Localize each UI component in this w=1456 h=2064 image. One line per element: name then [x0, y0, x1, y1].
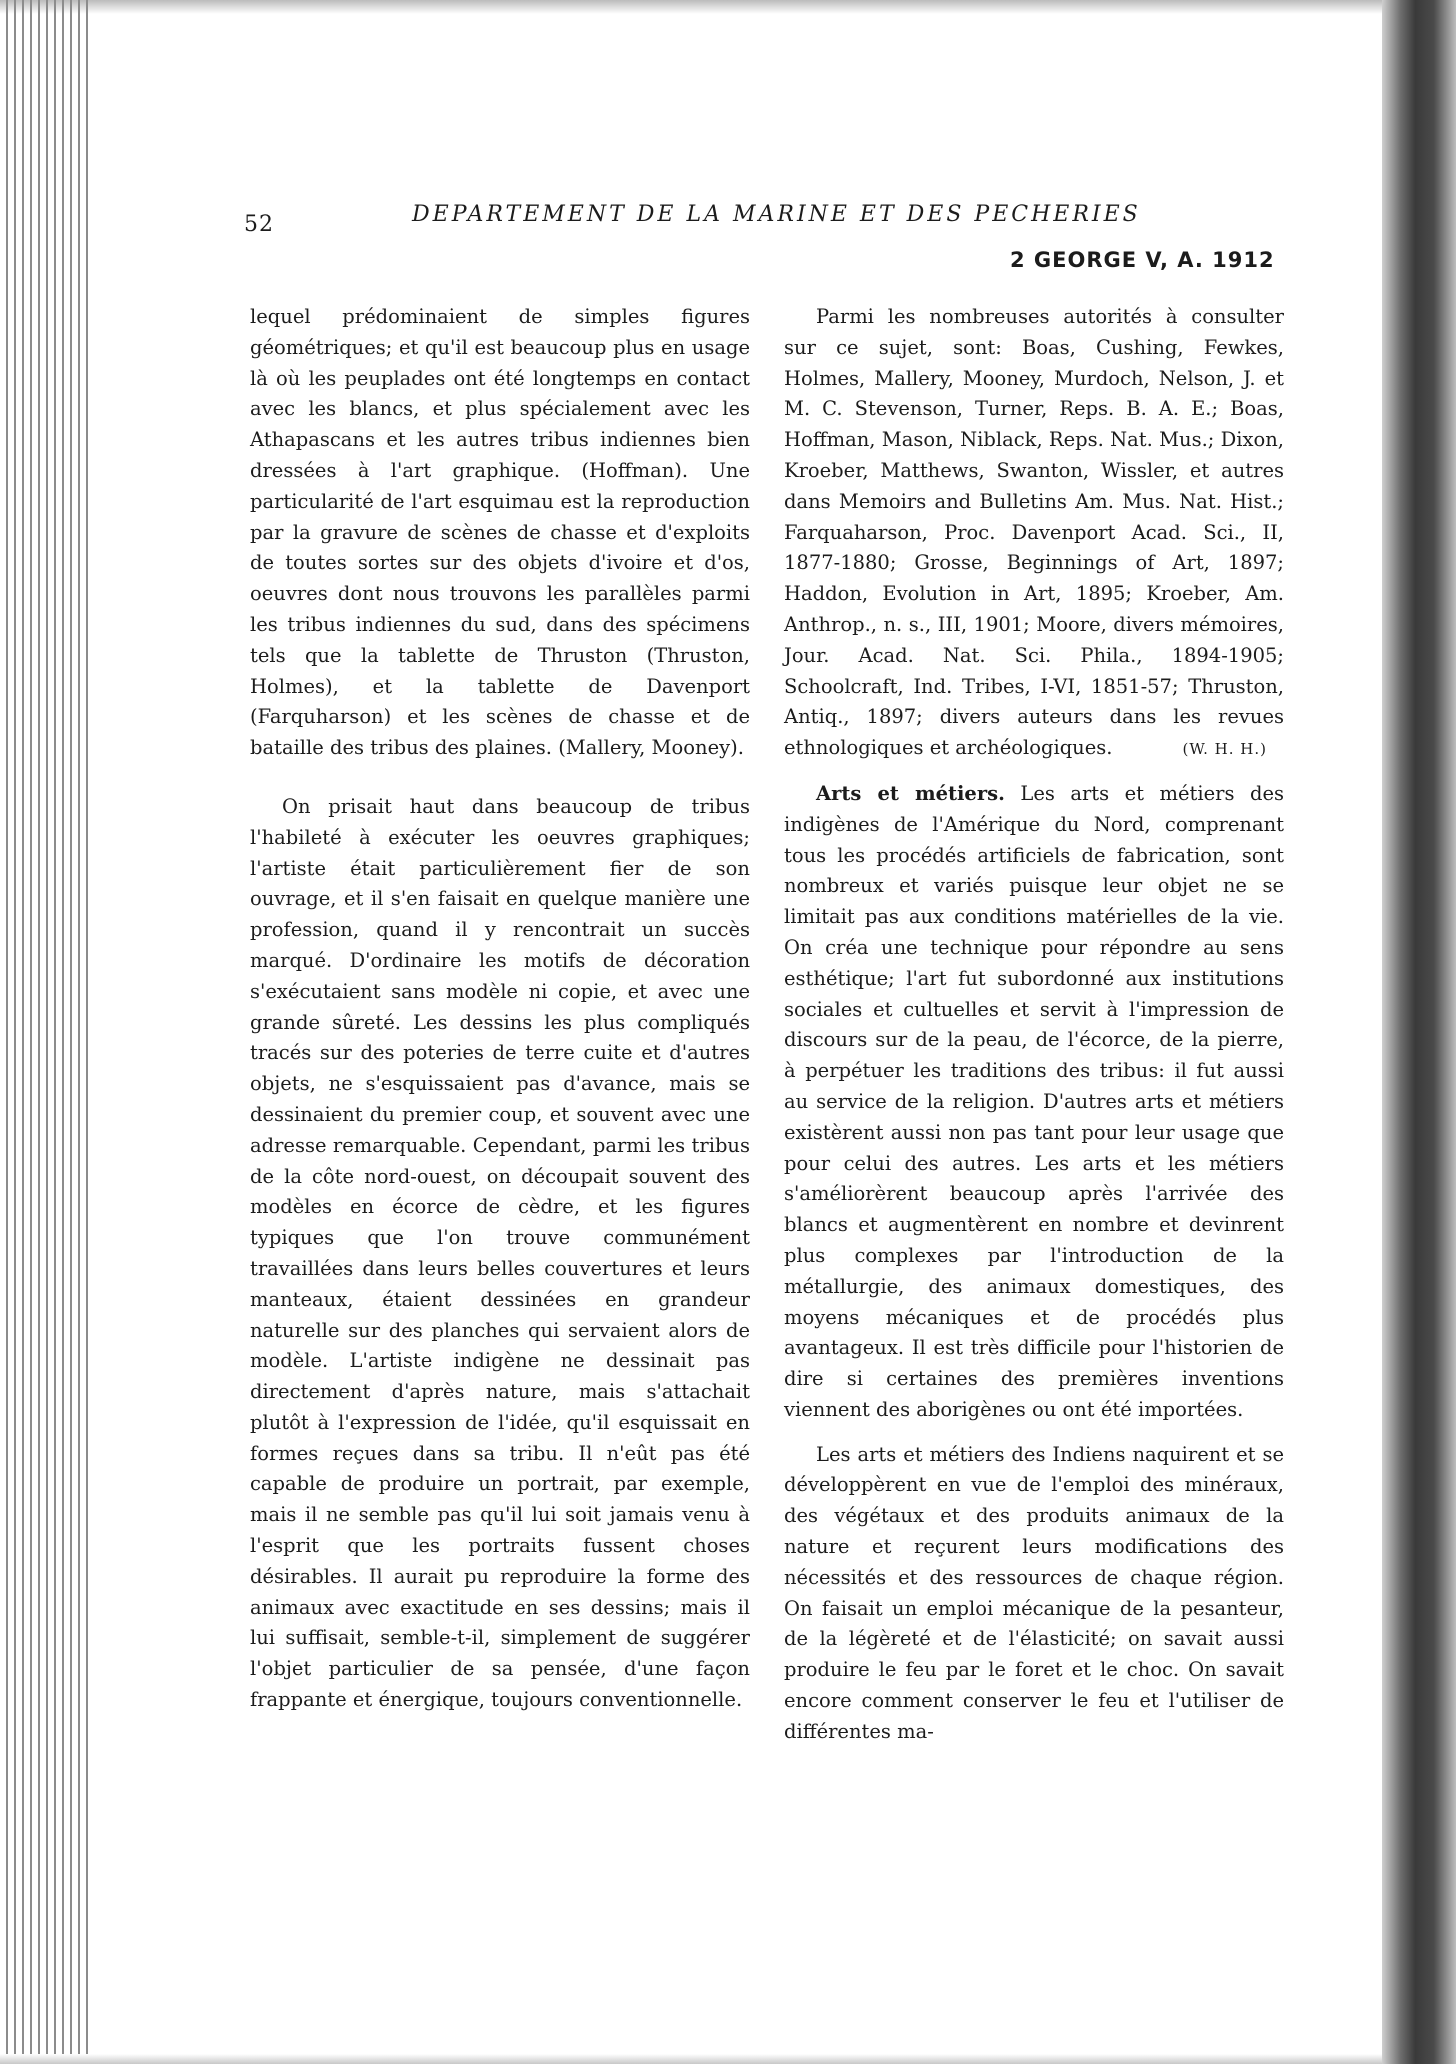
page-stack-bottom-edge [0, 2054, 1456, 2064]
right-paragraph-3: Les arts et métiers des Indiens naquirent et se développèrent en vue de l'emploi des minéraux, des végétaux et des produits animaux de la nature et reçurent leurs modifications des nécessités et des ressources de chaque région. On faisait un emploi mécanique de la pesanteur, de la légèreté et de l'élasticité; on savait aussi produire le feu par le foret et le choc. On savait encore comment conserver le feu et l'utiliser de différentes ma- [784, 1442, 1284, 1743]
page-stack-edge [70, 0, 72, 2064]
right-column [784, 302, 1284, 1748]
binding-gutter-shadow [1382, 0, 1456, 2064]
bibliography-text: Parmi les nombreuses autorités à consulter sur ce sujet, sont: Boas, Cushing, Fewkes, Holmes, Mallery, Mooney, Murdoch, Nelson, J. et M. C. Stevenson, Turner, Reps. B. A. E.; Boas, Hoffman, Mason, Niblack, Reps. Nat. Mus.; Dixon, Kroeber, Matthews, Swanton, Wissler, et autres dans Memoirs and Bulletins Am. Mus. Nat. Hist.; Farquaharson, Proc. Davenport Acad. Sci., II, 1877-1880; Grosse, Beginnings of Art, 1897; Haddon, Evolution in Art, 1895; Kroeber, Am. Anthrop., n. s., III, 1901; Moore, divers mémoires, Jour. Acad. Nat. Sci. Phila., 1894-1905; Schoolcraft, Ind. Tribes, I-VI, 1851-57; Thruston, Antiq., 1897; divers auteurs dans les revues ethnologiques et archéologiques. [784, 305, 1284, 760]
page-stack-edge [46, 0, 48, 2064]
left-paragraph-1: lequel prédominaient de simples figures géométriques; et qu'il est beaucoup plus en usage là où les peuplades ont été longtemps en contact avec les blancs, et plus spécialement avec les Athapascans et les autres tribus indiennes bien dressées à l'art graphique. (Hoffman). Une particularité de l'art esquimau est la reproduction par la gravure de scènes de chasse et d'exploits de toutes sortes sur des objets d'ivoire et d'os, oeuvres dont nous trouvons les parallèles parmi les tribus indiennes du sud, dans des spécimens tels que la tablette de Thruston (Thruston, Holmes), et la tablette de Davenport (Farquharson) et les scènes de chasse et de bataille des tribus des plaines. (Mallery, Mooney). [250, 305, 750, 760]
page-stack-edge [38, 0, 40, 2064]
page-stack-edge [6, 0, 8, 2064]
page-stack-edge [62, 0, 64, 2064]
page-stack-edge [14, 0, 16, 2064]
page-stack-edge [78, 0, 80, 2064]
author-signature: (W. H. H.) [1182, 740, 1267, 759]
section-heading: Arts et métiers. [816, 781, 1005, 805]
left-column [250, 302, 750, 1716]
right-paragraph-1 [784, 302, 1284, 765]
running-title: DEPARTEMENT DE LA MARINE ET DES PECHERIES [412, 202, 1141, 227]
left-paragraph-2: On prisait haut dans beaucoup de tribus l'habileté à exécuter les oeuvres graphiques; l'artiste était particulièrement fier de son ouvrage, et il s'en faisait en quelque manière une profession, quand il y rencontrait un succès marqué. D'ordinaire les motifs de décoration s'exécutaient sans modèle ni copie, et avec une grande sûreté. Les dessins les plus compliqués tracés sur des poteries de terre cuite et d'autres objets, ne s'esquissaient pas d'avance, mais se dessinaient du premier coup, et souvent avec une adresse remarquable. Cependant, parmi les tribus de la côte nord-ouest, on découpait souvent des modèles en écorce de cèdre, et les figures typiques que l'on trouve communément travaillées dans leurs belles couvertures et leurs manteaux, étaient dessinées en grandeur naturelle sur des planches qui servaient alors de modèle. L'artiste indigène ne dessinait pas directement d'après nature, mais s'attachait plutôt à l'expression de l'idée, qu'il esquissait en formes reçues dans sa tribu. Il n'eût pas été capable de produire un portrait, par exemple, mais il ne semble pas qu'il lui soit jamais venu à l'esprit que les portraits fussent choses désirables. Il aurait pu reproduire la forme des animaux avec exactitude en ses dessins; mais il lui suffisait, semble-t-il, simplement de suggérer l'objet particulier de sa pensée, d'une façon frappante et énergique, toujours conventionnelle. [250, 794, 750, 1712]
page-stack-edge [22, 0, 24, 2064]
page-stack-edge [30, 0, 32, 2064]
session-label: 2 GEORGE V, A. 1912 [1010, 248, 1275, 272]
page-stack-edge [54, 0, 56, 2064]
section-text: Les arts et métiers des indigènes de l'Amérique du Nord, comprenant tous les procédés artificiels de fabrication, sont nombreux et variés puisque leur objet ne se limitait pas aux conditions matérielles de la vie. On créa une technique pour répondre au sens esthétique; l'art fut subordonné aux institutions sociales et cultuelles et servit à l'impression de discours sur de la peau, de l'écorce, de la pierre, à perpétuer les traditions des tribus: il fut aussi au service de la religion. D'autres arts et métiers existèrent aussi non pas tant pour leur usage que pour celui des autres. Les arts et les métiers s'améliorèrent beaucoup après l'arrivée des blancs et augmentèrent en nombre et devinrent plus complexes par l'introduction de la métallurgie, des animaux domestiques, des moyens mécaniques et de procédés plus avantageux. Il est très difficile pour l'historien de dire si certaines des premières inventions viennent des aborigènes ou ont été importées. [784, 781, 1284, 1421]
page-number: 52 [244, 212, 274, 237]
page-stack-top-edge [0, 0, 1456, 14]
page-stack-edge [86, 0, 88, 2064]
right-paragraph-2 [784, 779, 1284, 1426]
